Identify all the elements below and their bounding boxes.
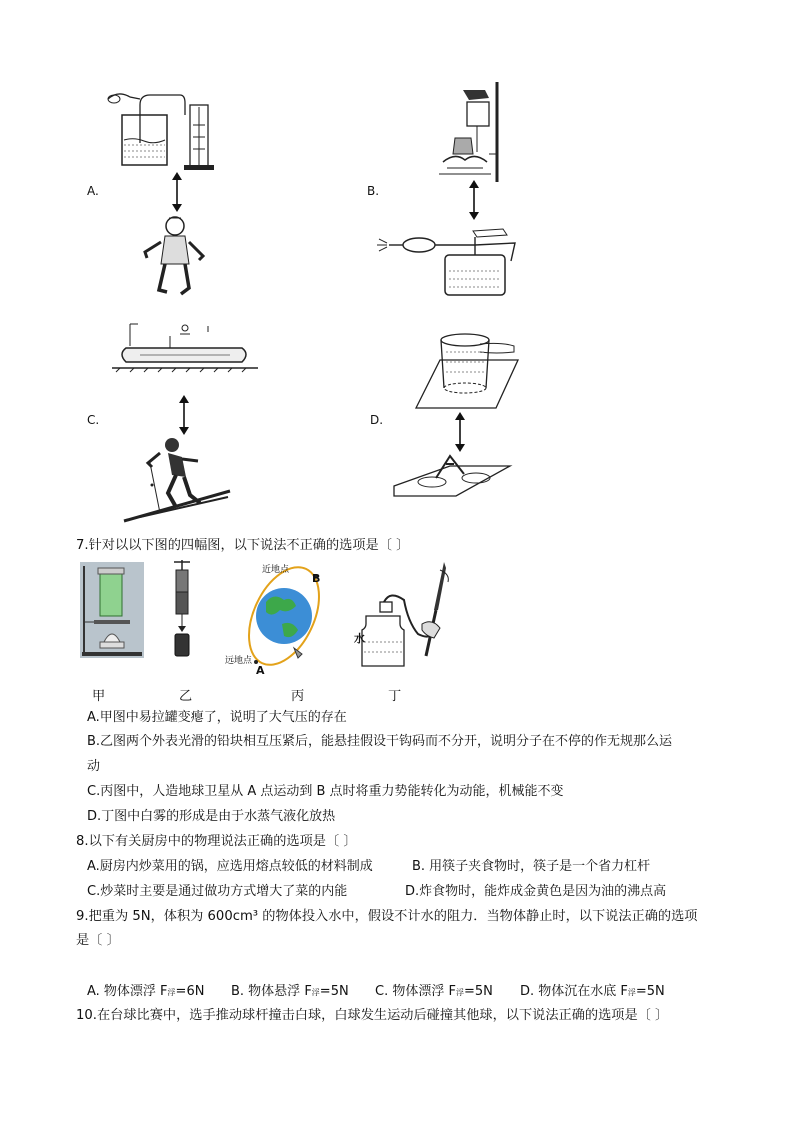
q9-option-b-post: =5N (319, 984, 349, 999)
q7-option-b-line2: 动 (87, 759, 101, 774)
q8-option-c: C.炒菜时主要是通过做功方式增大了菜的内能 (87, 884, 348, 899)
q7-figure-yi (170, 560, 194, 660)
q9-option-c-post: =5N (463, 984, 493, 999)
q7-fig-label-yi: 乙 (179, 689, 193, 704)
figure-a-diver (135, 212, 215, 300)
figure-d-tube-plate (392, 452, 512, 500)
q8-option-a: A.厨房内炒菜用的锅，应选用熔点较低的材料制成 (87, 859, 373, 874)
q7-fig-label-ding: 丁 (388, 689, 402, 704)
q7-figure-jia (80, 562, 144, 658)
q9-option-b-sub: 浮 (311, 988, 320, 997)
q7-option-b-line1: B.乙图两个外表光滑的铅块相互压紧后，能悬挂假设干钩码而不分开，说明分子在不停的作无规那么运 (87, 734, 673, 749)
q9-option-b (231, 981, 349, 1004)
q7-fig-label-jia: 甲 (92, 689, 106, 704)
arrow-a (171, 172, 183, 212)
figure-c-skier (120, 435, 235, 525)
q7-figure-bing-a: A (256, 664, 265, 677)
q7-option-c: C.丙图中，人造地球卫星从 A 点运动到 B 点时将重力势能转化为动能，机械能不变 (87, 784, 564, 799)
figure-a-manometer (100, 85, 220, 175)
figure-b-label: B. (367, 184, 380, 198)
q7-stem: 7.针对以以下图的四幅图，以下说法不正确的选项是〔 〕 (76, 538, 410, 553)
q7-figure-bing-far: 远地点 (225, 656, 253, 666)
q8-option-b: B. 用筷子夹食物时，筷子是一个省力杠杆 (412, 859, 651, 874)
q9-option-d-pre: D. 物体沉在水底 F (520, 984, 628, 999)
figure-b-sprayer (375, 225, 525, 300)
arrow-c (178, 395, 190, 435)
figure-d-glass-card (410, 332, 520, 412)
figure-a-label: A. (87, 184, 99, 198)
q9-stem-line2: 是〔 〕 (76, 933, 120, 948)
q9-option-b-pre: B. 物体悬浮 F (231, 984, 312, 999)
q9-option-a-sub: 浮 (167, 988, 176, 997)
q7-option-d: D.丁图中白雾的形成是由于水蒸气液化放热 (87, 809, 336, 824)
arrow-d (454, 412, 466, 452)
q9-option-d (520, 981, 665, 1004)
q8-option-d: D.炸食物时，能炸成金黄色是因为油的沸点高 (405, 884, 667, 899)
q7-figure-bing-b: B (312, 572, 321, 585)
q7-option-a: A.甲图中易拉罐变瘪了，说明了大气压的存在 (87, 710, 347, 725)
q9-option-a (87, 981, 204, 1004)
q9-option-d-post: =5N (635, 984, 665, 999)
q10-stem: 10.在台球比赛中，选手推动球杆撞击白球，白球发生运动后碰撞其他球，以下说法正确的选项是〔 〕 (76, 1008, 669, 1023)
q9-option-a-pre: A. 物体漂浮 F (87, 984, 168, 999)
q8-stem: 8.以下有关厨房中的物理说法正确的选项是〔 〕 (76, 834, 357, 849)
q9-option-c-sub: 浮 (455, 988, 464, 997)
q7-fig-label-bing: 丙 (291, 689, 305, 704)
q9-stem-line1: 9.把重为 5N，体积为 600cm³ 的物体投入水中，假设不计水的阻力．当物体静止时，以下说法正确的选项 (76, 909, 698, 924)
q9-option-d-sub: 浮 (627, 988, 636, 997)
figure-d-label: D. (370, 413, 384, 427)
q9-option-c-pre: C. 物体漂浮 F (375, 984, 456, 999)
q9-option-c (375, 981, 493, 1004)
q9-option-a-post: =6N (175, 984, 205, 999)
q7-figure-ding-water: 水 (354, 632, 365, 645)
figure-c-label: C. (87, 413, 100, 427)
arrow-b (468, 180, 480, 220)
figure-c-device (110, 318, 260, 378)
q7-figure-bing-near: 近地点 (262, 565, 290, 575)
q7-figure-ding (360, 562, 460, 670)
figure-b-hanging-apparatus (425, 82, 505, 182)
